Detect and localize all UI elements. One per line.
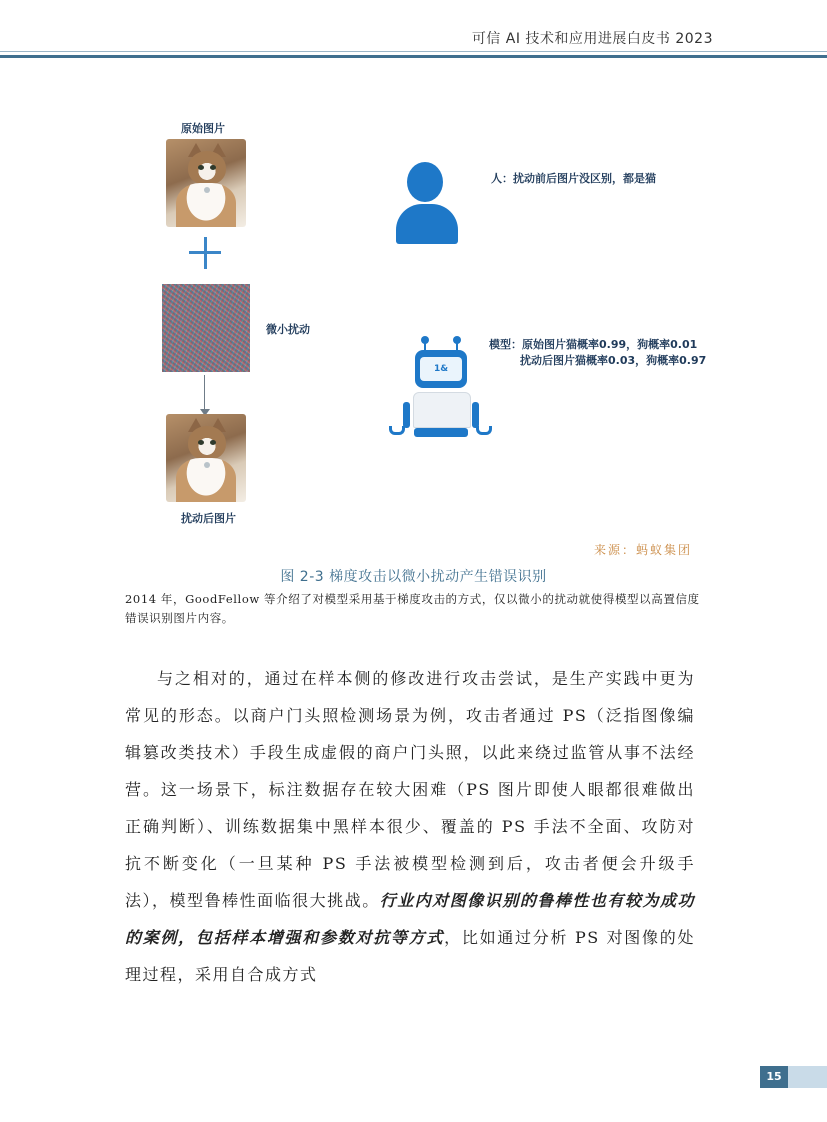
figure-original-label: 原始图片 [181, 122, 225, 135]
page-number: 15 [766, 1070, 782, 1083]
noise-perturbation-image [162, 284, 250, 372]
figure-noise-label: 微小扰动 [266, 323, 310, 336]
model-statement-line2: 扰动后图片猫概率0.03，狗概率0.97 [520, 354, 707, 367]
figure-note: 2014 年，GoodFellow 等介绍了对模型采用基于梯度攻击的方式，仅以微小的扰动就使得模型以高置信度错误识别图片内容。 [125, 592, 700, 625]
arrow-line [204, 375, 205, 413]
model-statement-line1: 模型：原始图片猫概率0.99，狗概率0.01 [489, 338, 698, 351]
original-cat-image [166, 139, 246, 227]
header-rule-thin [0, 51, 827, 52]
figure-source: 来源：蚂蚁集团 [593, 543, 692, 557]
header-rule [0, 55, 827, 58]
figure-caption: 图 2-3 梯度攻击以微小扰动产生错误识别 [280, 569, 547, 585]
perturbed-cat-image [166, 414, 246, 502]
para-bold-text: 行业内对图像识别的鲁棒性也有较为成功的案例，包括样本增强和参数对抗等方式 [125, 891, 695, 947]
para-text-2: ，比如通过分析 PS 对图像的处理过程，采用自合成方式 [125, 928, 695, 984]
robot-screen: 1& [420, 357, 462, 381]
para-text-1: 与之相对的，通过在样本侧的修改进行攻击尝试，是生产实践中更为常见的形态。以商户门头照检测场景为例，攻击者通过 PS（泛指图像编辑篡改类技术）手段生成虚假的商户门头照，以此来绕过监管从事不法经营。这一场景下，标注数据存在较大困难（PS 图片即使人眼都很难做出正确判断）、训练数据集中黑样本很少、覆盖的 PS 手法不全面、攻防对抗不断变化（一旦某种 PS 手法被模型检测到后，攻击者便会升级手法），模型鲁棒性面临很大挑战。 [125, 669, 695, 910]
body-paragraph [125, 660, 695, 993]
human-statement: 人：扰动前后图片没区别，都是猫 [491, 172, 656, 185]
header-title: 可信 AI 技术和应用进展白皮书 2023 [471, 31, 713, 47]
figure-perturbed-label: 扰动后图片 [181, 512, 236, 525]
